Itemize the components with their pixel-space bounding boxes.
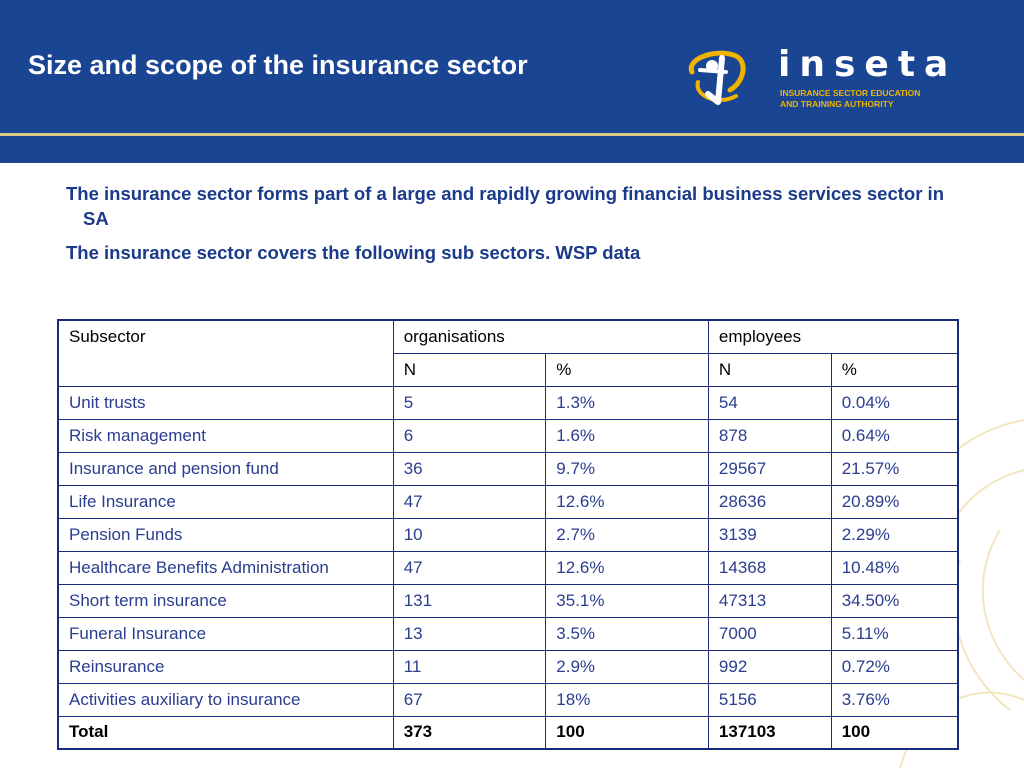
cell-org-pct: 1.6% [546,419,709,452]
cell-emp-pct: 20.89% [831,485,958,518]
cell-subsector: Funeral Insurance [58,617,393,650]
intro-text [66,181,966,274]
table-row [58,617,958,650]
table-header-row [58,320,958,353]
cell-org-pct: 12.6% [546,485,709,518]
table-row [58,551,958,584]
cell-emp-pct: 5.11% [831,617,958,650]
table-row [58,584,958,617]
table-row [58,683,958,716]
total-cell-emp-n: 137103 [708,716,831,749]
total-cell-subsector: Total [58,716,393,749]
cell-emp-n: 3139 [708,518,831,551]
cell-subsector: Reinsurance [58,650,393,683]
col-org-pct: % [546,353,709,386]
logo-tagline [780,88,980,110]
cell-org-n: 5 [393,386,546,419]
cell-org-pct: 3.5% [546,617,709,650]
table-row [58,518,958,551]
cell-org-pct: 12.6% [546,551,709,584]
col-emp-pct: % [831,353,958,386]
cell-emp-pct: 0.64% [831,419,958,452]
cell-emp-pct: 10.48% [831,551,958,584]
cell-emp-pct: 34.50% [831,584,958,617]
header-band [0,136,1024,163]
cell-subsector: Short term insurance [58,584,393,617]
cell-subsector: Life Insurance [58,485,393,518]
cell-org-pct: 9.7% [546,452,709,485]
col-subsector: Subsector [58,320,393,386]
cell-emp-n: 878 [708,419,831,452]
col-employees: employees [708,320,958,353]
cell-subsector: Insurance and pension fund [58,452,393,485]
subsector-table [57,319,959,750]
table-total-row [58,716,958,749]
cell-subsector: Unit trusts [58,386,393,419]
table-row [58,485,958,518]
cell-org-n: 47 [393,485,546,518]
table-row [58,452,958,485]
total-cell-org-pct: 100 [546,716,709,749]
col-emp-n: N [708,353,831,386]
cell-subsector: Activities auxiliary to insurance [58,683,393,716]
logo-wordmark: inseta [778,44,958,85]
cell-emp-n: 54 [708,386,831,419]
cell-emp-n: 28636 [708,485,831,518]
cell-org-n: 67 [393,683,546,716]
cell-org-n: 10 [393,518,546,551]
cell-org-n: 11 [393,650,546,683]
col-org-n: N [393,353,546,386]
cell-org-n: 6 [393,419,546,452]
cell-emp-pct: 3.76% [831,683,958,716]
cell-emp-pct: 0.04% [831,386,958,419]
cell-subsector: Pension Funds [58,518,393,551]
cell-org-pct: 2.7% [546,518,709,551]
cell-org-pct: 35.1% [546,584,709,617]
cell-emp-pct: 21.57% [831,452,958,485]
inseta-logo-icon [678,42,758,110]
cell-emp-n: 992 [708,650,831,683]
total-cell-emp-pct: 100 [831,716,958,749]
cell-org-n: 47 [393,551,546,584]
cell-org-n: 36 [393,452,546,485]
table-row [58,419,958,452]
cell-emp-n: 47313 [708,584,831,617]
col-organisations: organisations [393,320,708,353]
cell-emp-n: 29567 [708,452,831,485]
cell-org-n: 131 [393,584,546,617]
cell-emp-n: 5156 [708,683,831,716]
intro-line-2: The insurance sector covers the following sub sectors. WSP data [66,242,641,263]
cell-org-pct: 2.9% [546,650,709,683]
cell-emp-pct: 2.29% [831,518,958,551]
cell-subsector: Risk management [58,419,393,452]
intro-line-1: The insurance sector forms part of a large and rapidly growing financial business services sector in SA [66,183,944,229]
cell-org-pct: 18% [546,683,709,716]
cell-org-n: 13 [393,617,546,650]
cell-emp-n: 7000 [708,617,831,650]
page-title: Size and scope of the insurance sector [28,50,528,80]
total-cell-org-n: 373 [393,716,546,749]
cell-org-pct: 1.3% [546,386,709,419]
table-row [58,650,958,683]
logo-tagline-line-2: AND TRAINING AUTHORITY [780,99,894,109]
cell-emp-pct: 0.72% [831,650,958,683]
logo-tagline-line-1: INSURANCE SECTOR EDUCATION [780,88,921,98]
table-row [58,386,958,419]
cell-emp-n: 14368 [708,551,831,584]
cell-subsector: Healthcare Benefits Administration [58,551,393,584]
